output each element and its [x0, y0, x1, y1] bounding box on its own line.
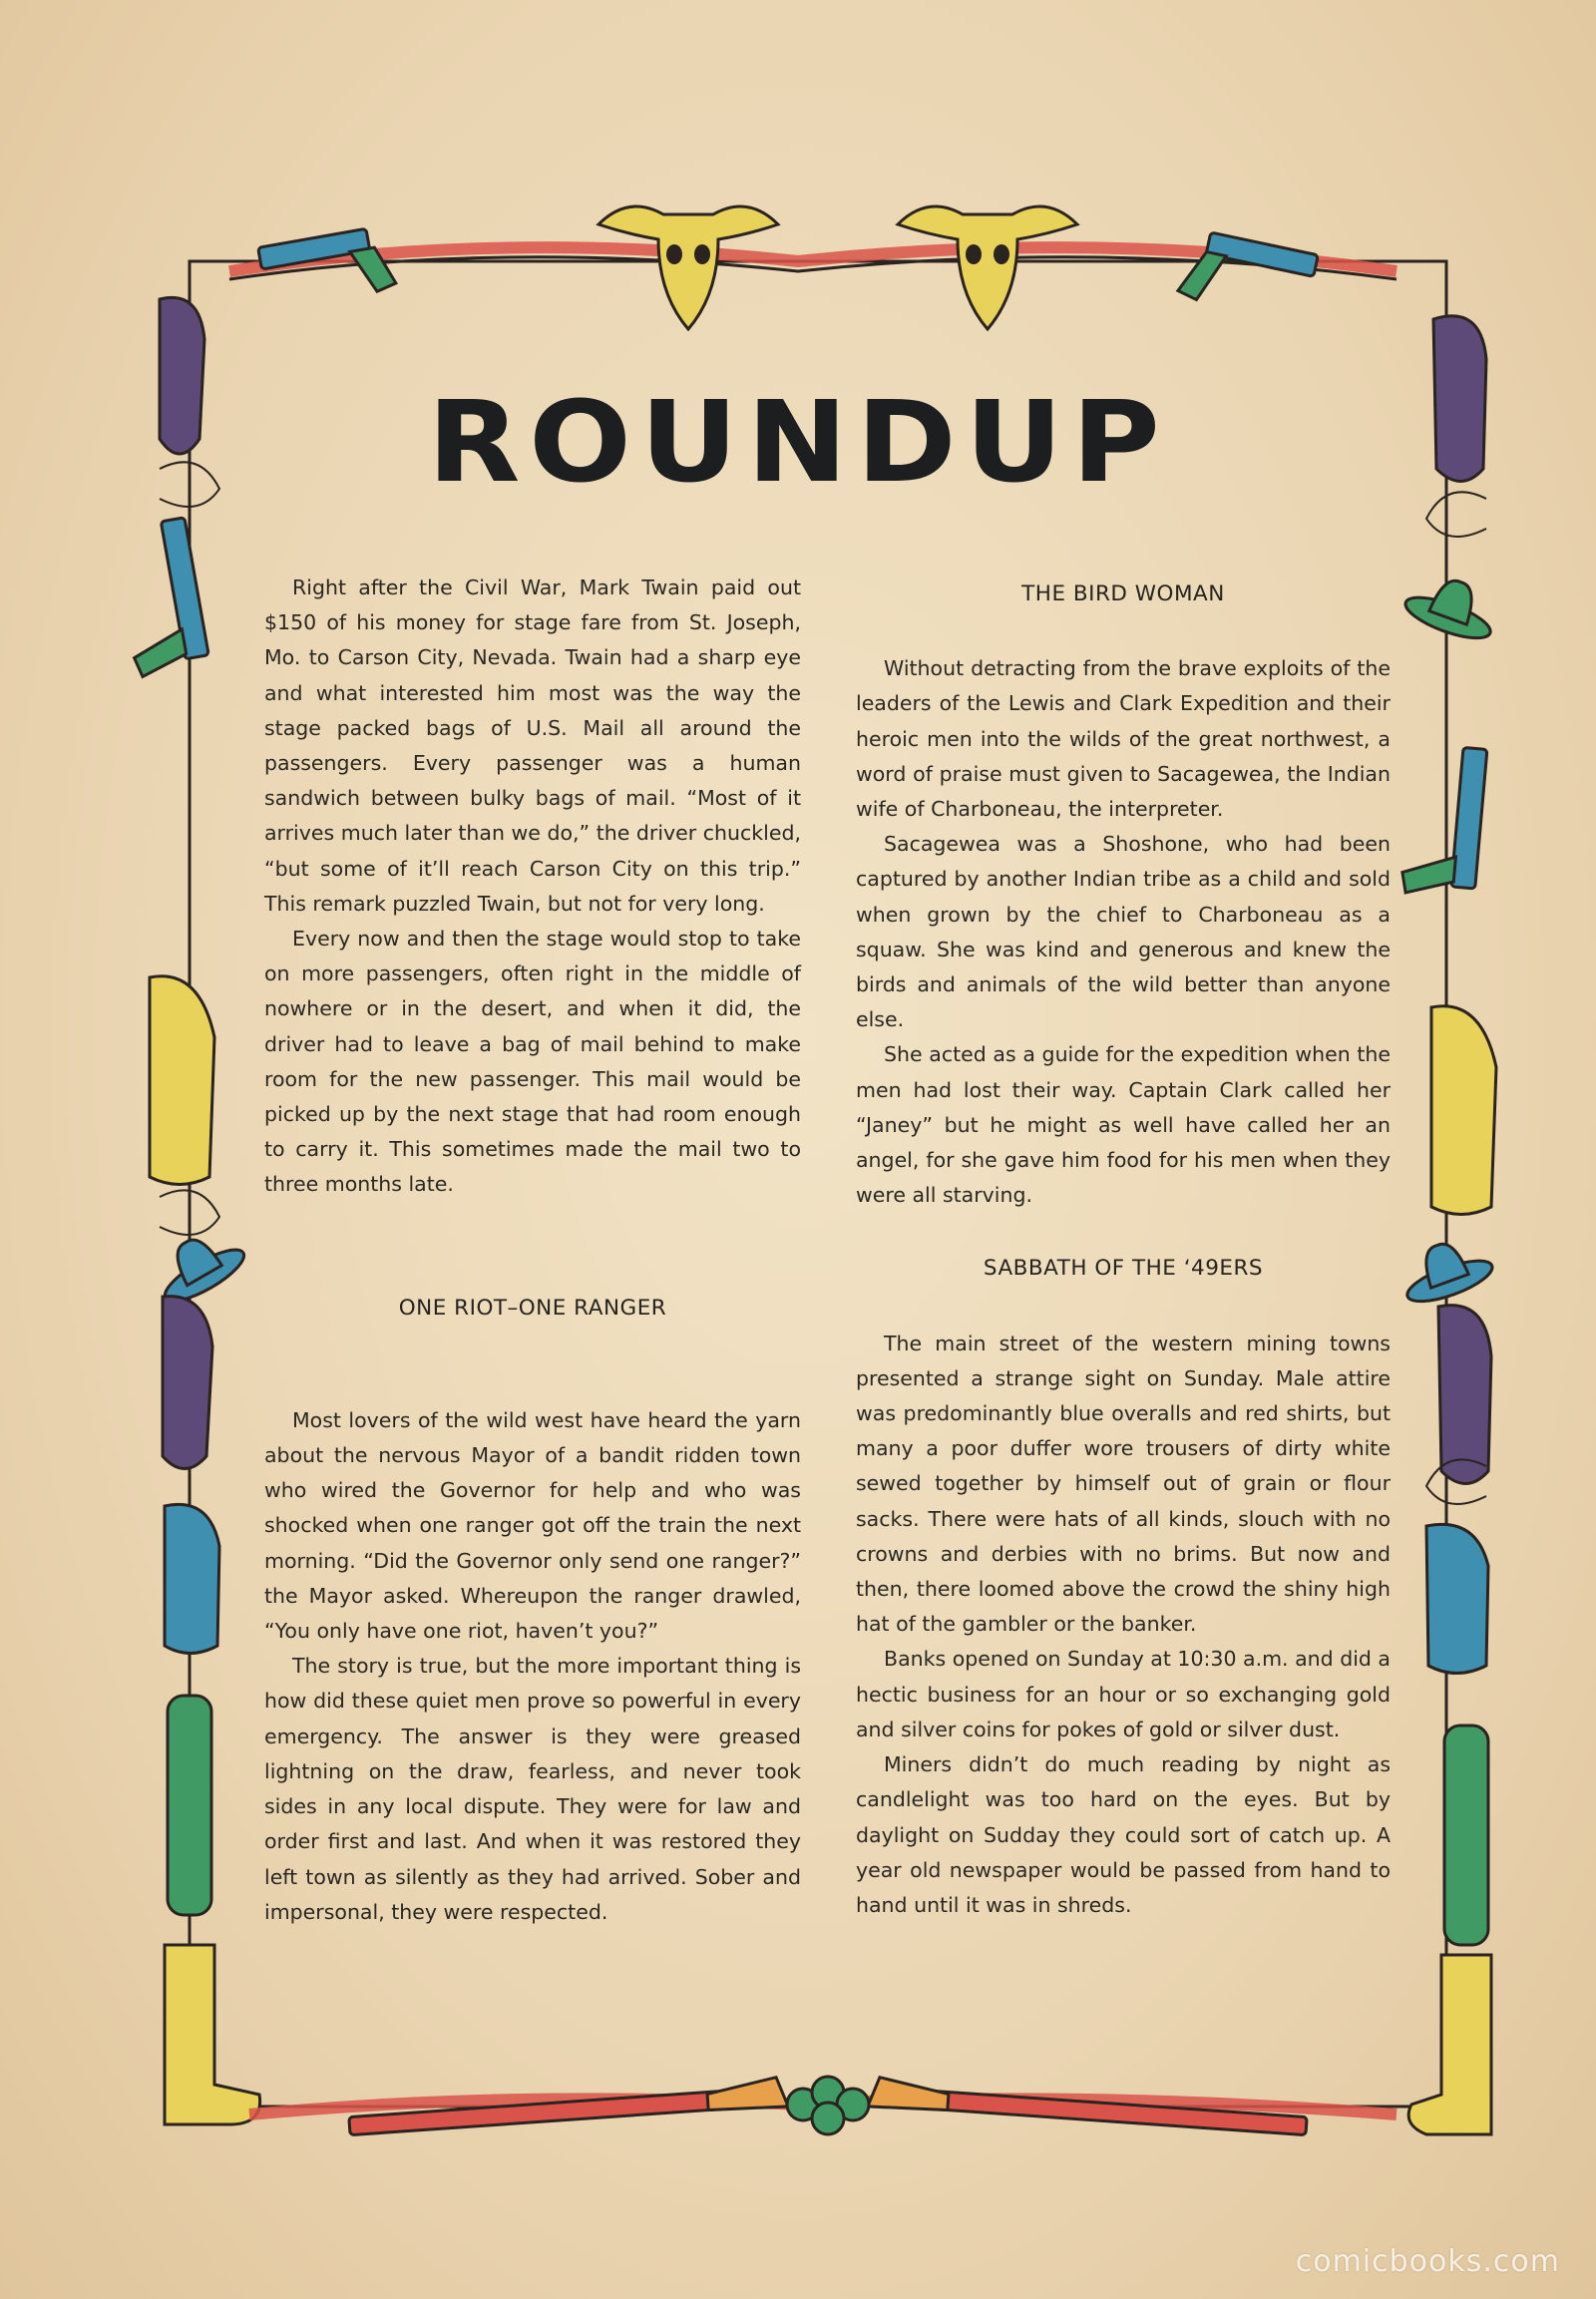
holster-icon — [150, 976, 214, 1185]
section-heading: THE BIRD WOMAN — [1021, 581, 1225, 606]
right-column — [856, 576, 1391, 1923]
revolver-icon — [1400, 743, 1487, 899]
cactus-icon — [1444, 1725, 1488, 1945]
section-paragraph: Without detracting from the brave exploits of the leaders of the Lewis and Clark Expedition and their heroic men into the wilds of the great northwest, a word of praise must given to Sacagewea, the Indian wife of Charboneau, the interpreter. — [856, 656, 1391, 822]
holster-icon — [1426, 1524, 1488, 1673]
page-title: ROUNDUP — [427, 378, 1169, 508]
intro-paragraph: Right after the Civil War, Mark Twain paid out $150 of his money for stage fare from St. Joseph, Mo. to Carson City, Nevada. Twain had a sharp eye and what interested him most was the way the stage packed bags of U.S. Mail all around the passengers. Every passenger was a human sandwich between bulky bags of mail. “Most of it arrives much later than we do,” the driver chuckled, “but some of it’ll reach Carson City on this trip.” This remark puzzled Twain, but not for very long. — [264, 575, 801, 916]
intro-paragraph: Every now and then the stage would stop to take on more passengers, often right in the middle of nowhere or in the desert, and when it did, the driver had to leave a bag of mail behind to make room for the new passenger. This mail would be picked up by the next stage that had room enough to carry it. This sometimes made the mail two to three months late. — [264, 927, 801, 1197]
horse-head-icon — [163, 1297, 212, 1469]
section-paragraph: Miners didn’t do much reading by night as candlelight was too hard on the eyes. But by daylight on Sudday they could sort of catch up. A year old newspaper would be passed from hand to hand until it was in shreds. — [856, 1752, 1391, 1917]
steer-skull-icon — [898, 206, 1077, 329]
section-paragraph: Sacagewea was a Shoshone, who had been captured by another Indian tribe as a child and sold when grown by the chief to Charboneau as a squaw. She was kind and generous and knew the birds and animals of the wild better than anyone else. — [856, 832, 1391, 1032]
section-paragraph: She acted as a guide for the expedition when the men had lost their way. Captain Clark called her “Janey” but he might as well have called her an angel, for she gave him food for his men when they were all starving. — [856, 1042, 1391, 1208]
section-paragraph: The story is true, but the more important thing is how did these quiet men prove so powerful in every emergency. The answer is they were greased lightning on the draw, fearless, and never took sides in any local dispute. They were for law and order first and last. And when it was restored they left town as silently as they had arrived. Sober and impersonal, they were respected. — [264, 1654, 801, 1924]
holster-icon — [165, 1504, 219, 1653]
site-watermark: comicbooks.com — [1295, 2244, 1560, 2279]
holster-icon — [1431, 1006, 1496, 1215]
section-heading: SABBATH OF THE ‘49ERS — [983, 1256, 1264, 1282]
cactus-icon — [787, 2077, 869, 2134]
left-column — [264, 571, 801, 1930]
revolver-icon — [112, 518, 210, 678]
cowboy-boot-icon — [1408, 1955, 1491, 2134]
section-paragraph: The main street of the western mining towns presented a strange sight on Sunday. Male attire was predominantly blue overalls and red shirts, but many a poor duffer wore trousers of dirty white sewed together by himself out of grain or flour sacks. There were hats of all kinds, slouch with no crowns and derbies with no brims. But now and then, there loomed above the crowd the shiny high hat of the gambler or the banker. — [856, 1331, 1391, 1637]
lariat-rope-icon — [1426, 492, 1486, 537]
cactus-icon — [168, 1696, 211, 1915]
cowboy-hat-icon — [1401, 567, 1503, 646]
revolver-icon — [1177, 228, 1319, 323]
section-paragraph: Banks opened on Sunday at 10:30 a.m. and did a hectic business for an hour or so exchanging gold and silver coins for pokes of gold or silver dust. — [856, 1647, 1391, 1741]
section-heading: ONE RIOT–ONE RANGER — [398, 1295, 667, 1321]
cowboy-boot-icon — [165, 1945, 260, 2124]
horse-head-icon — [1438, 1306, 1491, 1484]
section-paragraph: Most lovers of the wild west have heard the yarn about the nervous Mayor of a bandit ridden town who wired the Governor for help and who was shocked when one ranger got off the train the next morning. “Did the Governor only send one ranger?” the Mayor asked. Whereupon the ranger drawled, “You only have one riot, haven’t you?” — [264, 1407, 801, 1644]
